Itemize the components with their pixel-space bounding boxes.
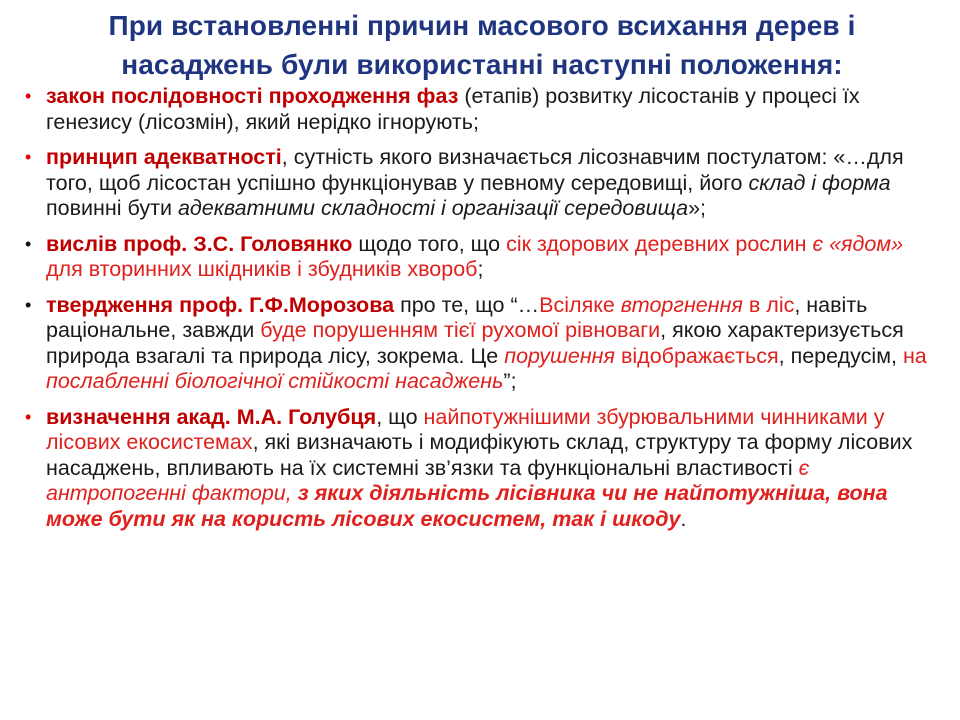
text-segment: буде порушенням тієї рухомої рівноваги	[260, 318, 661, 342]
text-segment: Всіляке	[539, 292, 621, 317]
bullet-icon: •	[25, 147, 32, 167]
text-segment: на	[902, 343, 927, 368]
title-line-1: При встановленні причин масового всихання дерев і	[108, 10, 856, 41]
text-segment: .	[680, 506, 687, 531]
slide-title	[22, 6, 942, 84]
text-segment: ”;	[503, 369, 517, 393]
text-segment: повинні бути	[46, 196, 178, 220]
text-segment: , які визначають і модифікують склад, структуру та форму лісових насаджень, впливають на їх системні зв’язки та функціональні властивості	[46, 430, 913, 480]
text-segment: визначення акад. М.А. Голубця	[46, 404, 377, 429]
title-line-2: насаджень були використанні наступні положення:	[121, 49, 843, 80]
bullet-icon: •	[25, 233, 32, 254]
text-segment: для вторинних шкідників і збудників хвороб	[46, 257, 478, 281]
list-item	[22, 232, 942, 283]
text-segment: закон послідовності проходження фаз	[46, 84, 459, 108]
text-segment: відображається	[614, 343, 779, 368]
text-segment: про те, що “…	[394, 292, 540, 317]
text-segment: (етапів) розвитку лісостанів у процесі їх генезису (лісозмін), який нерідко ігнорують;	[46, 84, 860, 134]
text-segment: твердження проф. Г.Ф.Морозова	[46, 292, 395, 317]
text-segment: є антропогенні фактори,	[46, 455, 810, 505]
list-item	[22, 145, 942, 222]
text-segment: , сутність якого визначається лісознавчим постулатом: «…для того, щоб лісостан успішно функціонував у певному середовищі, його	[46, 145, 904, 195]
text-segment: адекватними складності і організації середовища	[177, 196, 689, 220]
text-segment: ;	[477, 257, 484, 281]
text-segment: в ліс	[742, 292, 795, 317]
text-segment: порушення	[504, 343, 615, 368]
text-segment: принцип адекватності	[46, 145, 282, 169]
text-segment: вислів проф. З.С. Головянко	[46, 231, 353, 256]
text-segment: , навіть раціональне, завжди	[46, 292, 868, 342]
text-segment: , що	[376, 404, 424, 429]
text-segment: найпотужнішими збурювальними чинниками у лісових екосистемах	[46, 404, 885, 454]
text-segment: склад і форма	[748, 170, 891, 195]
list-item	[22, 84, 942, 135]
text-segment: є «ядом»	[812, 231, 904, 256]
text-segment: , якою характеризується природа взагалі та природа лісу, зокрема. Це	[46, 318, 904, 368]
text-segment: щодо того, що	[352, 231, 507, 256]
text-segment: »;	[688, 196, 707, 220]
text-segment: послабленні біологічної стійкості насаджень	[46, 369, 504, 393]
bullet-list	[22, 84, 942, 532]
bullet-icon: •	[25, 406, 32, 427]
bullet-icon: •	[25, 86, 32, 106]
list-item	[22, 293, 942, 395]
bullet-icon: •	[25, 294, 32, 315]
text-segment: , передусім,	[778, 343, 903, 368]
text-segment: з яких діяльність лісівника чи не найпотужніша, вона може бути як на користь лісових екосистем, так і шкоду	[46, 481, 888, 531]
text-segment: сік здорових деревних рослин	[506, 231, 813, 256]
text-segment: вторгнення	[620, 292, 743, 317]
list-item	[22, 405, 942, 533]
